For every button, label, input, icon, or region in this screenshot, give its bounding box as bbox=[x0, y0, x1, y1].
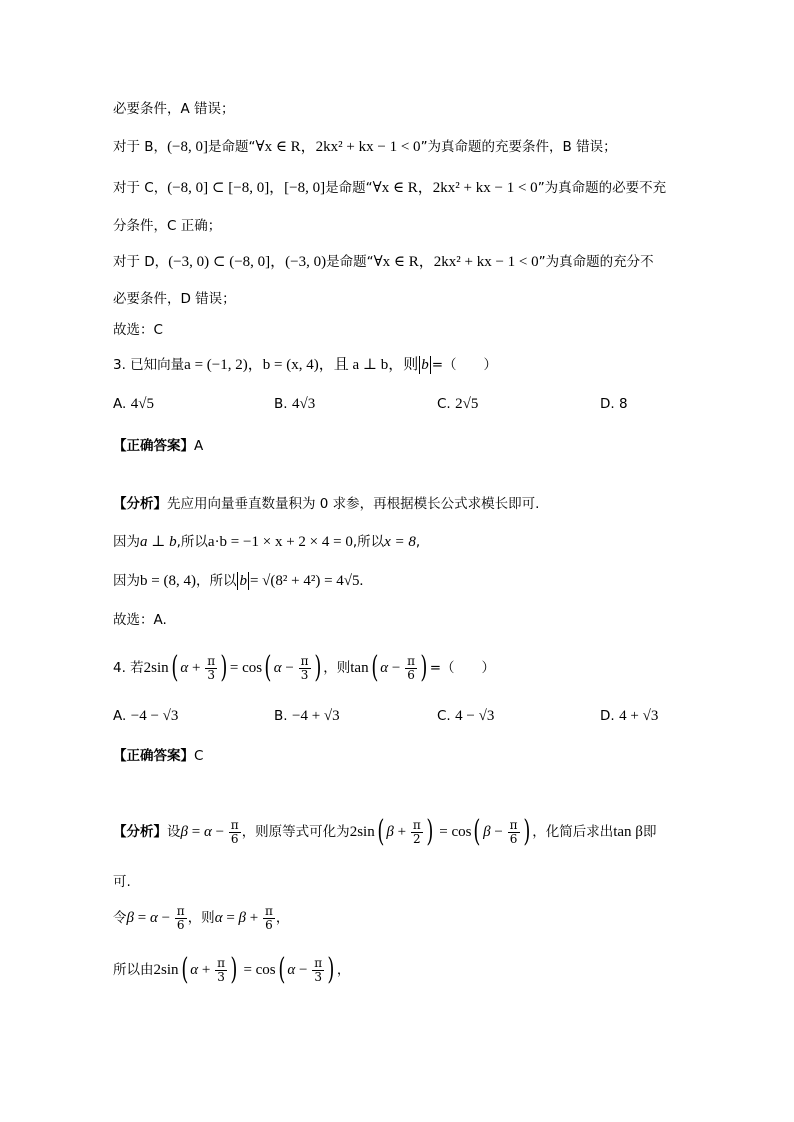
option-c: C. 2√5 bbox=[437, 396, 479, 412]
text-line: 故选：C bbox=[113, 322, 163, 338]
text-line: 必要条件，D 错误； bbox=[113, 291, 236, 307]
question-3-stem: 3. 已知向量a = (−1, 2)，b = (x, 4)，且 a ⊥ b，则 b =（ ） bbox=[113, 357, 498, 373]
text-line: 可. bbox=[113, 874, 131, 890]
option-d: D. 4 + √3 bbox=[600, 708, 659, 724]
analysis-line: 【分析】设β = α − $\frac{\pi}{6}$ ，则原等式可化为2sin( β + $\frac{\pi}{2}$ ) = cos( β − $\frac{\pi}{6}$ ) ，化简后求出tan β即 bbox=[113, 814, 657, 849]
choose-line: 故选：A. bbox=[113, 612, 167, 628]
option-b: B. 4√3 bbox=[274, 396, 316, 412]
answer-line: 【正确答案】C bbox=[113, 748, 204, 764]
solution-line: 令β = α − $\frac{\pi}{6}$ ，则α = β + $\frac{\pi}{6}$ ， bbox=[113, 903, 290, 932]
text-line: 对于 D，(−3, 0) ⊂ (−8, 0]，(−3, 0)是命题“∀x ∈ R，2kx² + kx − 1 < 0”为真命题的充分不 bbox=[113, 254, 654, 270]
option-d: D. 8 bbox=[600, 396, 628, 412]
text-line: 必要条件，A 错误； bbox=[113, 101, 235, 117]
option-a: A. −4 − √3 bbox=[113, 708, 179, 724]
option-a: A. 4√5 bbox=[113, 396, 154, 412]
solution-line: 因为a ⊥ b,所以a·b = −1 × x + 2 × 4 = 0,所以x = 8, bbox=[113, 534, 421, 550]
text-line: 分条件，C 正确； bbox=[113, 218, 222, 234]
analysis-line: 【分析】先应用向量垂直数量积为 0 求参，再根据模长公式求模长即可. bbox=[113, 496, 540, 512]
solution-line: 所以由2sin( α + $\frac{\pi}{3}$ ) = cos( α − $\frac{\pi}{3}$ ) ， bbox=[113, 952, 351, 987]
solution-line: 因为b = (8, 4)，所以 b = √(8² + 4²) = 4√5. bbox=[113, 573, 364, 589]
text-line: 对于 C，(−8, 0] ⊂ [−8, 0]，[−8, 0]是命题“∀x ∈ R，2kx² + kx − 1 < 0”为真命题的必要不充 bbox=[113, 180, 667, 196]
text-line: 对于 B，(−8, 0]是命题“∀x ∈ R，2kx² + kx − 1 < 0”为真命题的充要条件，B 错误； bbox=[113, 139, 617, 155]
option-c: C. 4 − √3 bbox=[437, 708, 495, 724]
question-4-stem: 4. 若2sin( α + $\frac{\pi}{3}$ ) = cos( α − $\frac{\pi}{3}$ ) ，则tan( α − $\frac{\pi}{6}$ ) =（ ） bbox=[113, 650, 496, 685]
answer-line: 【正确答案】A bbox=[113, 438, 204, 454]
option-b: B. −4 + √3 bbox=[274, 708, 340, 724]
